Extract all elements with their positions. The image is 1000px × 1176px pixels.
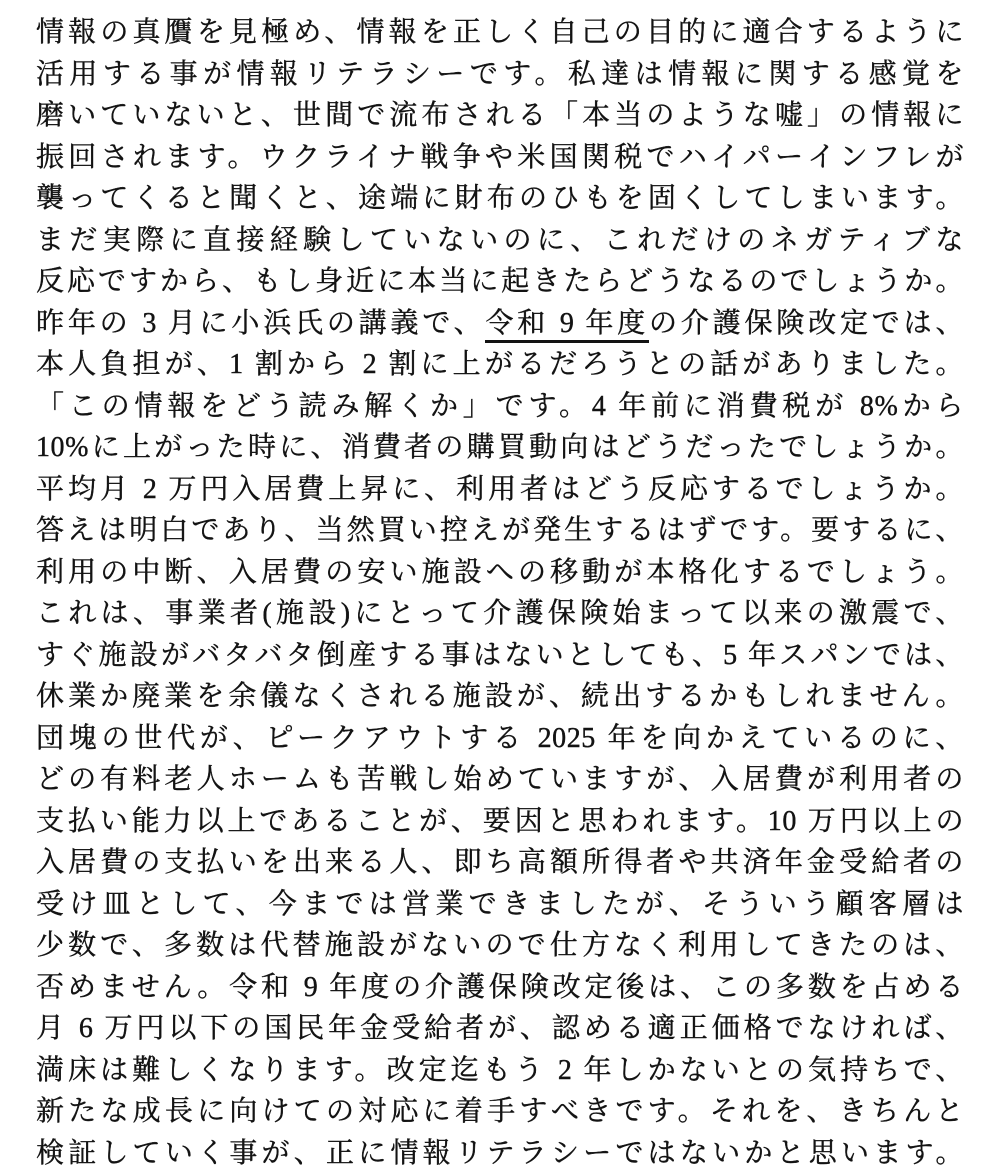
text-line: 利用の中断、入居費の安い施設への移動が本格化するでしょう。 — [36, 556, 964, 588]
text-line: 振回されます。ウクライナ戦争や米国関税でハイパーインフレが — [36, 141, 964, 173]
text-line: 団塊の世代が、ピークアウトする 2025 年を向かえているのに、 — [36, 722, 964, 754]
text-line: 反応ですから、もし身近に本当に起きたらどうなるのでしょうか。 — [36, 266, 964, 297]
text-line: 少数で、多数は代替施設がないので仕方なく利用してきたのは、 — [36, 930, 964, 961]
text-line — [36, 303, 964, 345]
text-line: まだ実際に直接経験していないのに、これだけのネガティブな — [36, 224, 964, 256]
text-line: 情報の真贋を見極め、情報を正しく自己の目的に適合するように — [36, 17, 964, 48]
text-line: 磨いていないと、世間で流布される「本当のような嘘」の情報に — [36, 100, 964, 131]
text-line: 襲ってくると聞くと、途端に財布のひもを固くしてしまいます。 — [36, 183, 964, 214]
text-line: 答えは明白であり、当然買い控えが発生するはずです。要するに、 — [36, 515, 964, 546]
text-line: 受け皿として、今までは営業できましたが、そういう顧客層は — [36, 888, 964, 920]
text-line: 検証していく事が、正に情報リテラシーではないかと思います。 — [36, 1137, 964, 1169]
text-line: 新たな成長に向けての対応に着手すべきです。それを、きちんと — [36, 1096, 964, 1127]
underlined-text: 令和 9 年度 — [485, 308, 649, 343]
text-line: 満床は難しくなります。改定迄もう 2 年しかないとの気持ちで、 — [36, 1054, 964, 1086]
text-line: 入居費の支払いを出来る人、即ち高額所得者や共済年金受給者の — [36, 847, 964, 878]
text-line: 否めません。令和 9 年度の介護保険改定後は、この多数を占める — [36, 971, 964, 1003]
text-line: 月 6 万円以下の国民年金受給者が、認める適正価格でなければ、 — [36, 1013, 964, 1044]
text-line: 平均月 2 万円入居費上昇に、利用者はどう反応するでしょうか。 — [36, 473, 964, 505]
text-line: どの有料老人ホームも苦戦し始めていますが、入居費が利用者の — [36, 764, 964, 795]
line-segment: の介護保険改定では、 — [648, 307, 964, 339]
text-line: すぐ施設がバタバタ倒産する事はないとしても、5 年スパンでは、 — [36, 639, 964, 671]
text-line: 活用する事が情報リテラシーです。私達は情報に関する感覚を — [36, 58, 964, 90]
line-segment: 昨年の 3 月に小浜氏の講義で、 — [36, 307, 486, 339]
text-line: 「この情報をどう読み解くか」です。4 年前に消費税が 8%から — [36, 390, 964, 422]
text-line: これは、事業者(施設)にとって介護保険始まって以来の激震で、 — [36, 598, 964, 629]
text-line: 休業か廃業を余儀なくされる施設が、続出するかもしれません。 — [36, 681, 964, 712]
text-line: 本人負担が、1 割から 2 割に上がるだろうとの話がありました。 — [36, 349, 964, 380]
text-line: 支払い能力以上であることが、要因と思われます。10 万円以上の — [36, 805, 964, 837]
text-line: 10%に上がった時に、消費者の購買動向はどうだったでしょうか。 — [36, 432, 964, 463]
